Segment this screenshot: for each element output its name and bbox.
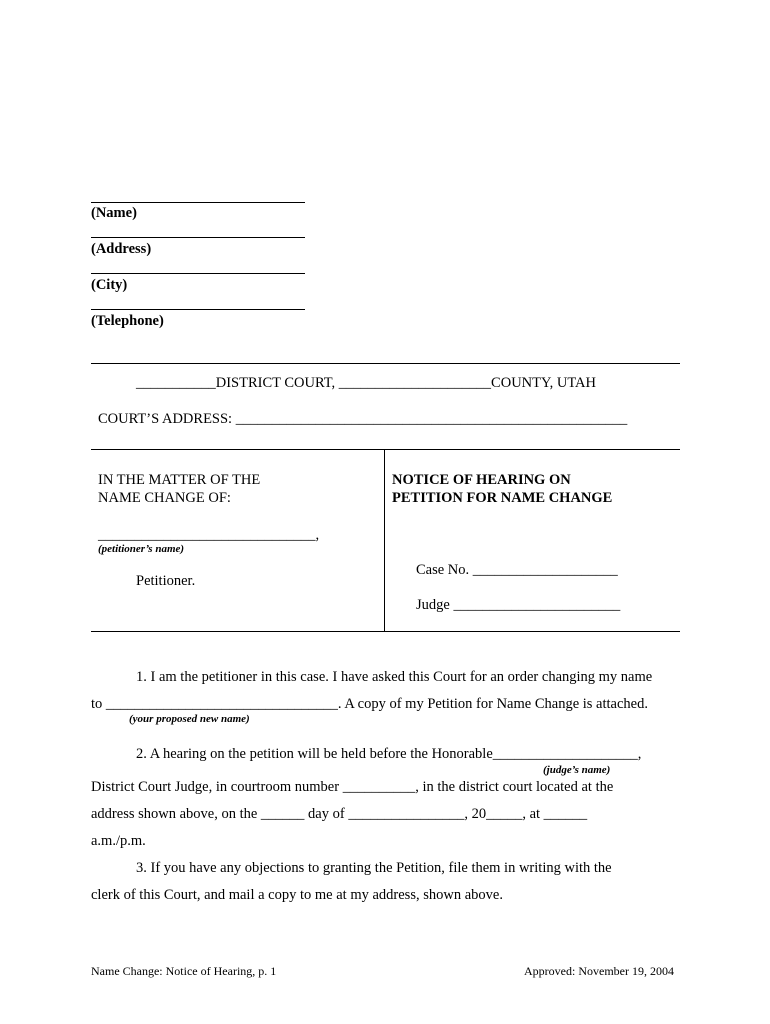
paragraph-2-line-2: District Court Judge, in courtroom number __________, in the district court located at the	[91, 779, 614, 795]
city-label: (City)	[91, 277, 128, 293]
judge-name-caption: (judge’s name)	[543, 764, 611, 776]
city-line	[91, 273, 305, 274]
matter-line-1: IN THE MATTER OF THE	[98, 472, 261, 488]
paragraph-1-line-1: 1. I am the petitioner in this case. I have asked this Court for an order changing my name	[136, 669, 653, 685]
judge-field: Judge _______________________	[416, 597, 621, 613]
case-number-field: Case No. ____________________	[416, 562, 618, 578]
petitioner-name-blank: ______________________________,	[98, 527, 320, 543]
footer-right: Approved: November 19, 2004	[524, 964, 674, 978]
address-line	[91, 237, 305, 238]
telephone-label: (Telephone)	[91, 313, 164, 329]
caption-bottom-rule	[91, 631, 680, 632]
address-label: (Address)	[91, 241, 152, 257]
district-court-line: ___________DISTRICT COURT, _____________________COUNTY, UTAH	[136, 375, 596, 391]
caption-divider	[384, 449, 385, 631]
caption-top-rule	[91, 449, 680, 450]
paragraph-2-line-4: a.m./p.m.	[91, 833, 146, 849]
matter-line-2: NAME CHANGE OF:	[98, 490, 231, 506]
document-title-line-1: NOTICE OF HEARING ON	[392, 472, 571, 488]
court-address-line: COURT’S ADDRESS: ______________________________________________________	[98, 411, 628, 427]
court-top-rule	[91, 363, 680, 364]
name-label: (Name)	[91, 205, 137, 221]
petitioner-label: Petitioner.	[136, 573, 196, 589]
telephone-line	[91, 309, 305, 310]
petitioner-name-caption: (petitioner’s name)	[98, 543, 185, 555]
paragraph-3-line-2: clerk of this Court, and mail a copy to me at my address, shown above.	[91, 887, 503, 903]
paragraph-2-line-1: 2. A hearing on the petition will be held before the Honorable____________________,	[136, 746, 642, 762]
footer-left: Name Change: Notice of Hearing, p. 1	[91, 964, 277, 978]
paragraph-1-line-2: to ________________________________. A copy of my Petition for Name Change is attached.	[91, 696, 648, 712]
new-name-caption: (your proposed new name)	[129, 713, 250, 725]
paragraph-2-line-3: address shown above, on the ______ day of ________________, 20_____, at ______	[91, 806, 588, 822]
paragraph-3-line-1: 3. If you have any objections to granting the Petition, file them in writing with the	[136, 860, 612, 876]
document-title-line-2: PETITION FOR NAME CHANGE	[392, 490, 613, 506]
name-line	[91, 202, 305, 203]
